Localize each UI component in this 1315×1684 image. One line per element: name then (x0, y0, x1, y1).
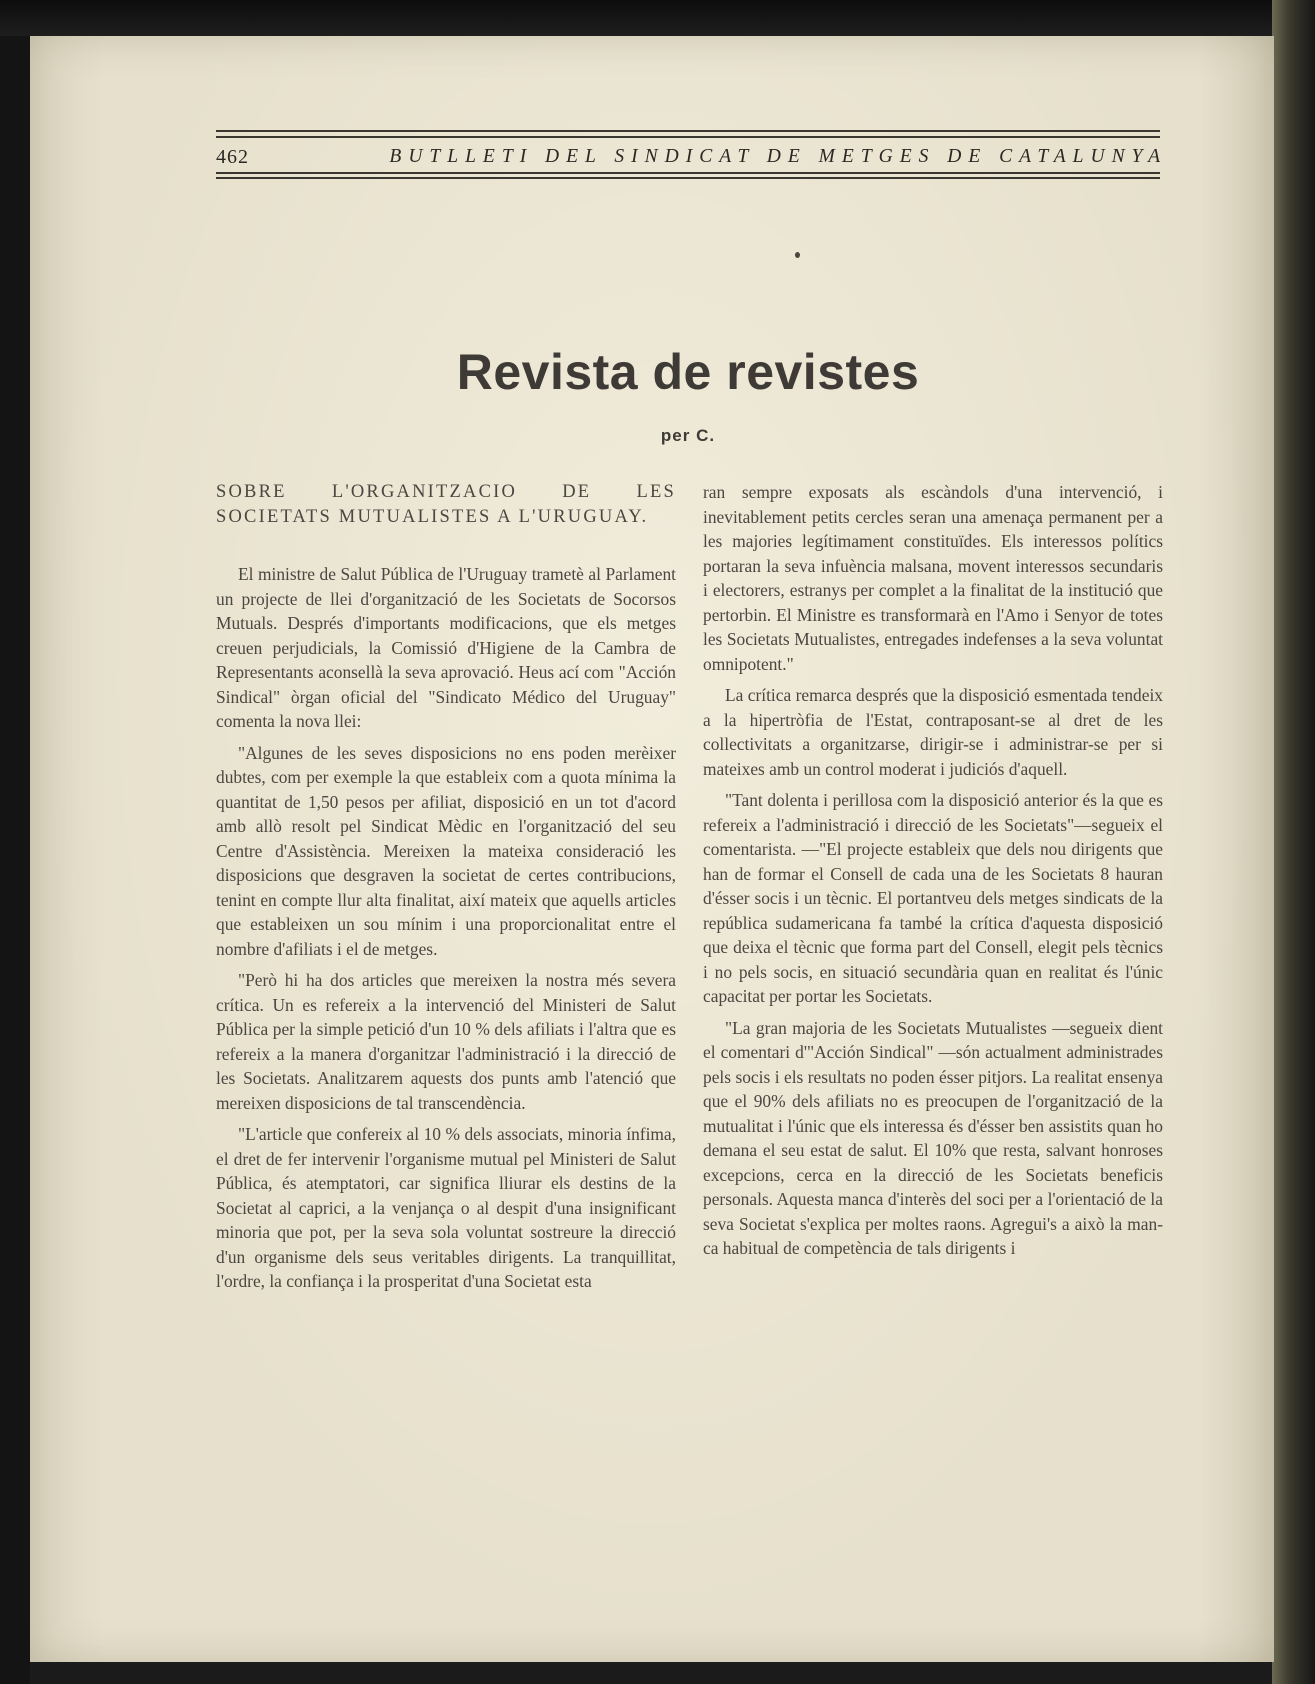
page-number: 462 (216, 145, 249, 168)
header-rule-bottom (216, 177, 1160, 179)
paragraph: "La gran majoria de les Societats Mutualistes —segueix dient el comentari d'"Acción Sindical" —són actualment administrades pels socis i els resultats no poden ésser pitjors. La realitat ensenya que el 90% dels afiliats no es preocupen de l'organització de la mutualitat i l'únic que els interessa és d'ésser ben assistits quan ho demana el seu estat de salut. El 10% que resta, salvant honroses excepcions, cerca en la direcció de les Societats beneficis personals. Aquesta manca d'interès del soci per a l'orientació de la seva Societat s'explica per moltes raons. Agregui's a això la manca habitual de competència de tals dirigents i (703, 1017, 1163, 1258)
article-byline: per C. (660, 426, 716, 445)
paragraph: "Tant dolenta i perillosa com la disposició anterior és la que es refereix a l'administració i direcció de les Societats"—segueix el comentarista. —"El projecte estableix que dels nou dirigents que han de formar el Consell de cada una de les Societats 8 hauran d'ésser socis i un tècnic. El portantveu dels metges sindicats de la república sudamericana fa també la crítica d'aquesta disposició que deixa el tècnic que forma part del Consell, elegit pels tècnics i no pels socis, en situació secundària quan en realitat és l'únic capacitat per portar les Societats. (703, 790, 1163, 1006)
scan-background-right (1272, 0, 1315, 1684)
left-column (216, 480, 676, 1301)
paragraph: "L'article que confereix al 10 % dels associats, minoria ínfima, el dret de fer intervenir l'organisme mutual pel Ministeri de Salut Pública, és atemptatori, car significa lliurar els destins de la Societat al caprici, a la venjança o al despit d'una insignificant minoria que pot, per la seva sola voluntat sostreure la direcció d'un organisme dels seus veritables dirigents. La tranquillitat, l'ordre, la confiança i la prosperitat d'una Societat esta (216, 1124, 676, 1291)
article-title: Revista de revistes (456, 344, 920, 400)
paragraph: El ministre de Salut Pública de l'Uruguay trametè al Parlament un projecte de llei d'organització de les Societats de Socorsos Mutuals. Després d'importants modificacions, que els metges creuen perjudicials, la Comissió d'Higiene de la Cambra de Representants aconsellà la seva aprovació. Heus ací com "Acción Sindical" òrgan oficial del "Sindicato Médico del Uruguay" comenta la nova llei: (216, 564, 676, 731)
header-rule-top-inner (216, 136, 1160, 138)
section-heading: SOBRE L'ORGANITZACIO DE LES SOCIETATS MUTUALISTES A L'URUGUAY. (216, 482, 676, 527)
header-rule-top (216, 130, 1160, 132)
header-line (216, 144, 1167, 170)
right-column (703, 480, 1163, 1268)
scan-background-left (0, 36, 30, 1684)
journal-title: BUTLLETI DEL SINDICAT DE METGES DE CATALUNYA (389, 146, 1167, 167)
paragraph: "Però hi ha dos articles que mereixen la nostra més severa crítica. Un es refereix a la intervenció del Ministeri de Salut Pública per la simple petició d'un 10 % dels afiliats i l'altra que es refereix a la manera d'organitzar l'administració i la direcció de les Societats. Analitzarem aquests dos punts amb l'atenció que mereixen disposicions de tal transcendència. (216, 970, 676, 1113)
paragraph: La crítica remarca després que la disposició esmentada tendeix a la hipertròfia de l'Estat, contraposant-se al dret de les collectivitats a organitzarse, dirigir-se i administrar-se per si mateixes amb un control moderat i judiciós d'aquell. (703, 685, 1163, 779)
running-header (216, 130, 1167, 186)
paragraph: "Algunes de les seves disposicions no ens poden merèixer dubtes, com per exemple la que estableix com a quota mínima la quantitat de 1,50 pesos per afiliat, disposició en un tot d'acord amb allò resolt pel Sindicat Mèdic en l'organització del seu Centre d'Assistència. Mereixen la mateixa consideració les disposicions que desgraven la societat de certes contribucions, tenint en compte llur alta finalitat, així mateix que aquells articles que estableixen un sou mínim i una proporcionalitat entre el nombre d'afiliats i el de metges. (216, 742, 676, 959)
ink-speck (795, 252, 800, 258)
header-rule-bottom-inner (216, 172, 1160, 174)
paragraph: ran sempre exposats als escàndols d'una intervenció, i inevitablement petits cercles seran una amenaça permanent per a les majories legítimament constituïdes. Els interessos polítics portaran la seva infuència malsana, movent interessos secundaris i electorers, estranys per complet a la finalitat de la institució que pertorbin. El Ministre es transformarà en l'Amo i Senyor de totes les Societats Mutualistes, entregades indefenses a la seva voluntat omnipotent." (703, 482, 1163, 674)
scan-background-top (0, 0, 1315, 36)
